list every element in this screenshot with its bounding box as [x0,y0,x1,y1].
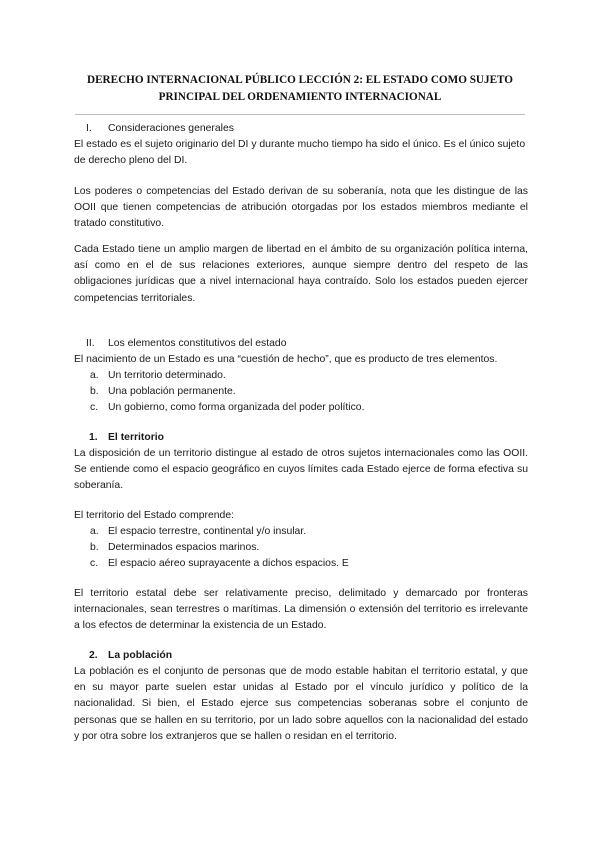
territorio-list [74,524,349,573]
poblacion-number: 2. [89,650,98,661]
list-item-text: El espacio aéreo suprayacente a dichos espacios. E [108,558,349,570]
section-2-list [74,368,364,417]
list-item-text: Un gobierno, como forma organizada del poder político. [108,402,365,414]
territorio-heading-text: El territorio [108,432,165,443]
section-2-heading-text: Los elementos constitutivos del estado [108,338,287,349]
section-1-heading [74,121,234,137]
section-1-heading-text: Consideraciones generales [108,123,234,134]
list-item-text: Determinados espacios marinos. [108,542,260,554]
title-divider [75,114,525,115]
section-1-paragraph-1: El estado es el sujeto originario del DI y durante mucho tiempo ha sido el único. Es el único sujeto de derecho pleno del DI. [74,139,526,167]
list-marker: a. [90,526,99,537]
document-title: DERECHO INTERNACIONAL PÚBLICO LECCIÓN 2: EL ESTADO COMO SUJETO PRINCIPAL DEL ORDENAMIENTO INTERNACIONAL [86,74,514,103]
list-item [74,400,364,416]
section-1-numeral: I. [86,123,92,134]
list-marker: c. [90,558,99,570]
list-item-text: Un territorio determinado. [108,370,226,381]
poblacion-paragraph: La población es el conjunto de personas que de modo estable habitan el territorio estatal, y que en su mayor parte suelen estar unidas al Estado por el vínculo jurídico y político de la nacionalidad. Si bien, el Estado ejerce sus competencias soberanas sobre el conjunto de personas que se hallen en su territorio, por un lado sobre aquellos con la nacionalidad del estado y por otra sobre los extranjeros que se hallen o residan en el territorio. [74,666,528,742]
list-marker: b. [90,386,99,398]
poblacion-heading [74,648,172,664]
section-2-intro: El nacimiento de un Estado es una “cuestión de hecho”, que es producto de tres elementos. [74,354,498,365]
list-marker: c. [90,402,99,414]
territorio-paragraph-1: La disposición de un territorio distingue al estado de otros sujetos internacionales como las OOII. Se entiende como el espacio geográfico en cuyos límites cada Estado ejerce de forma efectiva su soberanía. [74,448,528,492]
list-item-text: El espacio terrestre, continental y/o insular. [108,526,307,537]
list-item [74,384,364,400]
list-item [74,524,349,540]
territorio-list-intro: El territorio del Estado comprende: [74,510,234,521]
section-1-paragraph-3: Cada Estado tiene un amplio margen de libertad en el ámbito de su organización política interna, así como en el de sus relaciones exteriores, aunque siempre dentro del respeto de las obligaciones jurídicas que a nivel internacional haya contraído. Solo los estados pueden ejercer competencias territoriales. [74,244,528,304]
poblacion-heading-text: La población [108,650,173,661]
territorio-number: 1. [89,432,98,443]
list-item [74,556,349,572]
section-2-heading [74,336,286,352]
territorio-heading [74,430,164,446]
list-item-text: Una población permanente. [108,386,236,398]
list-item [74,540,349,556]
list-marker: b. [90,542,99,554]
list-item [74,368,364,384]
section-2-numeral: II. [86,338,95,349]
list-marker: a. [90,370,99,381]
territorio-paragraph-2: El territorio estatal debe ser relativamente preciso, delimitado y demarcado por fronteras internacionales, sean terrestres o marítimas. La dimensión o extensión del territorio es irrelevante a los efectos de determinar la existencia de un Estado. [74,588,528,632]
section-1-paragraph-2: Los poderes o competencias del Estado derivan de su soberanía, nota que les distingue de las OOII que tienen competencias de atribución otorgadas por los estados miembros mediante el tratado constitutivo. [74,186,528,230]
